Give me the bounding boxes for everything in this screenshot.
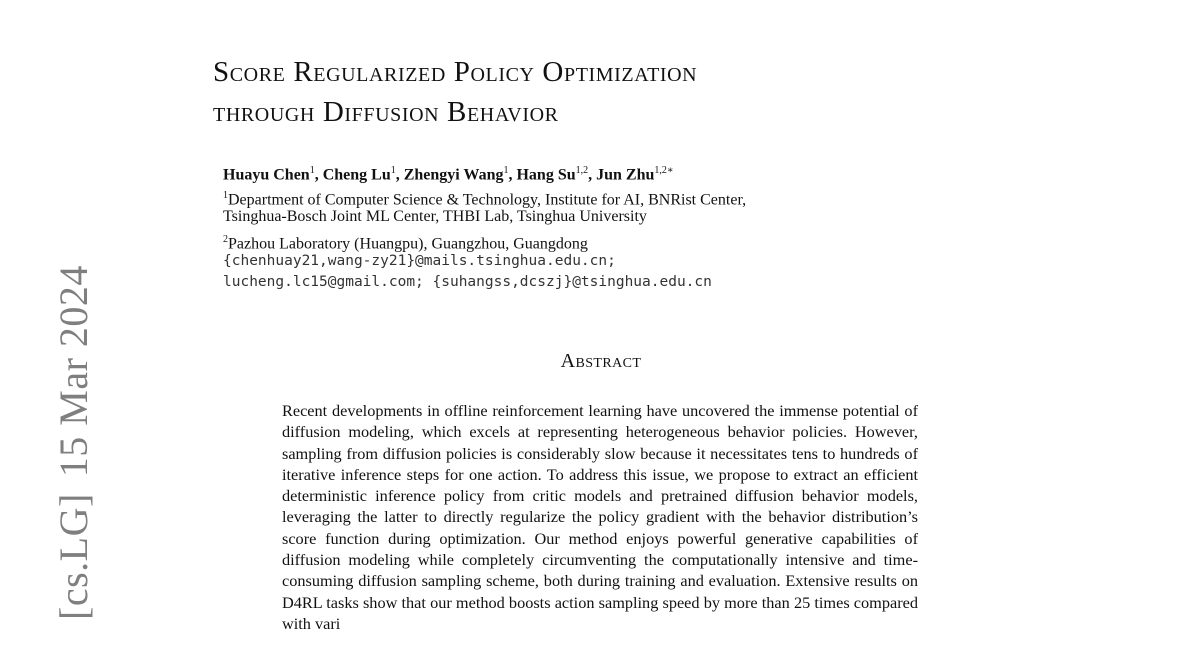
arxiv-date: 15 Mar 2024 <box>51 265 96 478</box>
email-line: lucheng.lc15@gmail.com; {suhangss,dcszj}@tsinghua.edu.cn <box>223 274 712 290</box>
abstract-heading: Abstract <box>560 350 642 372</box>
author-affil-mark: 1,2∗ <box>654 165 674 176</box>
title-line-1: Score Regularized Policy Optimization <box>213 56 698 88</box>
arxiv-category: [cs.LG] <box>51 493 96 620</box>
author-name: Jun Zhu <box>596 166 655 184</box>
title-line-2: through Diffusion Behavior <box>213 96 559 128</box>
affiliation-text: Pazhou Laboratory (Huangpu), Guangzhou, Guangdong <box>228 235 588 253</box>
author-affil-mark: 1 <box>390 165 396 176</box>
abstract-body: Recent developments in offline reinforcement learning have uncovered the immense potential of diffusion modeling, which excels at representing heterogeneous behavior policies. However, sampling from diffusion policies is considerably slow because it necessitates tens to hundreds of iterative inference steps for one action. To address this issue, we propose to extract an efficient deterministic inference policy from critic models and pretrained diffusion behavior models, leveraging the latter to directly regularize the policy gradient with the behavior distribution’s score function during optimization. Our method enjoys powerful generative capabilities of diffusion modeling while completely circumventing the computationally intensive and time-consuming diffusion sampling scheme, both during training and evaluation. Extensive results on D4RL tasks show that our method boosts action sampling speed by more than 25 times compared with vari <box>282 401 918 633</box>
arxiv-stamp <box>50 265 97 620</box>
affiliation-mark: 2 <box>223 234 228 245</box>
affiliation-mark: 1 <box>223 190 228 201</box>
author-affil-mark: 1,2 <box>575 165 589 176</box>
author-name: Hang Su <box>516 166 576 184</box>
author-name: Zhengyi Wang <box>403 166 504 184</box>
author-affil-mark: 1 <box>503 165 509 176</box>
author-name: Cheng Lu <box>322 166 391 184</box>
author-list: Huayu Chen$^1$, Cheng Lu$^1$, Zhengyi Wang$^1$, Hang Su$^{1,2}$, Jun Zhu$^{1,2∗}$ <box>223 165 674 184</box>
paper-title <box>213 52 973 132</box>
author-affil-mark: 1 <box>309 165 315 176</box>
affiliation-text: Department of Computer Science & Technology, Institute for AI, BNRist Center, <box>228 191 747 209</box>
author-name: Huayu Chen <box>223 166 310 184</box>
affiliation-line: Tsinghua-Bosch Joint ML Center, THBI Lab, Tsinghua University <box>223 208 647 225</box>
email-line: {chenhuay21,wang-zy21}@mails.tsinghua.edu.cn; <box>223 253 616 269</box>
